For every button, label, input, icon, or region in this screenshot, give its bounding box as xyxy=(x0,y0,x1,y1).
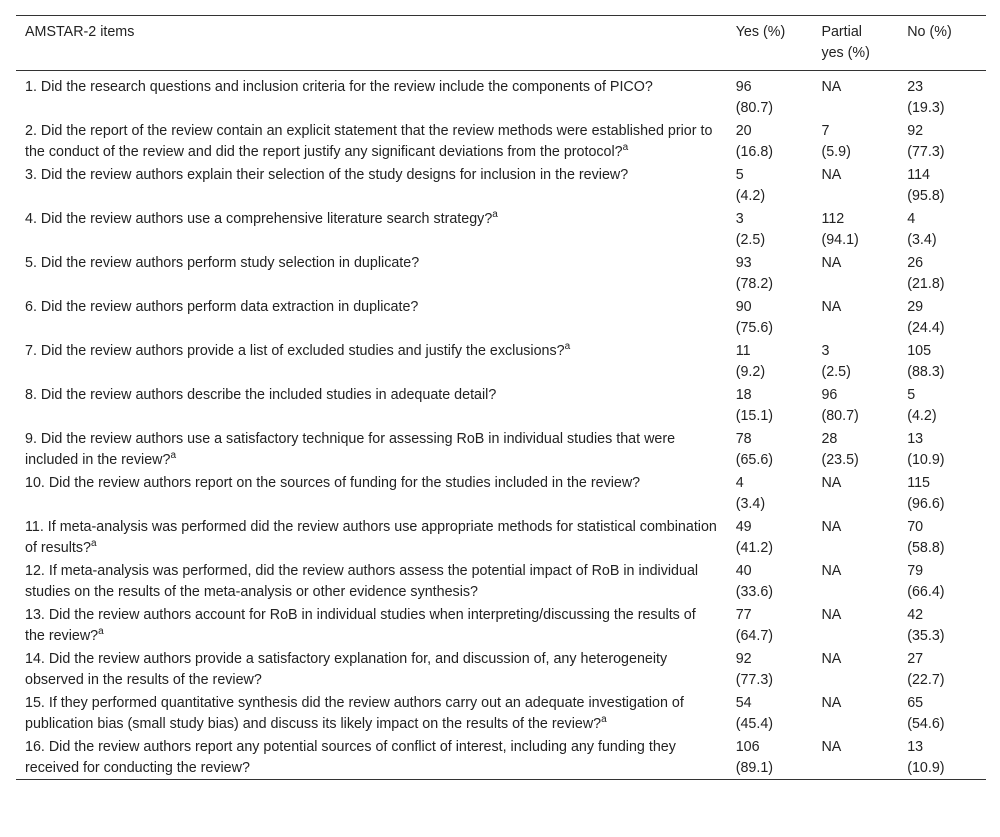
partial-count: NA xyxy=(821,563,842,579)
partial-count: NA xyxy=(821,651,842,667)
item-question-text: 13. Did the review authors account for RoB in individual studies when interpreting/discussing the results of the review? xyxy=(25,607,696,644)
yes-count: 49 xyxy=(735,519,752,535)
item-question xyxy=(16,427,727,471)
yes-percent: (80.7) xyxy=(735,100,774,116)
partial-cell xyxy=(812,119,898,163)
partial-cell xyxy=(812,383,898,427)
partial-count: NA xyxy=(821,519,842,535)
partial-cell xyxy=(812,427,898,471)
item-question-text: 2. Did the report of the review contain an explicit statement that the review methods were established prior to the conduct of the review and did the report justify any significant deviations from the protocol? xyxy=(25,123,713,160)
partial-cell xyxy=(812,603,898,647)
no-cell xyxy=(898,515,986,559)
partial-cell xyxy=(812,207,898,251)
yes-count: 54 xyxy=(735,695,752,711)
partial-count: NA xyxy=(821,607,842,623)
item-question-text: 14. Did the review authors provide a satisfactory explanation for, and discussion of, any heterogeneity observed in the results of the review? xyxy=(25,651,668,688)
yes-cell xyxy=(727,383,813,427)
yes-percent: (64.7) xyxy=(735,628,774,644)
yes-cell xyxy=(727,647,813,691)
no-cell xyxy=(898,295,986,339)
no-count: 13 xyxy=(907,431,924,447)
no-count: 13 xyxy=(907,739,924,755)
table-header-row xyxy=(16,16,986,71)
header-item: AMSTAR-2 items xyxy=(25,24,135,40)
item-question xyxy=(16,691,727,735)
yes-count: 93 xyxy=(735,255,752,271)
yes-cell xyxy=(727,603,813,647)
item-question-text: 5. Did the review authors perform study selection in duplicate? xyxy=(25,255,420,271)
no-percent: (24.4) xyxy=(907,320,945,336)
no-count: 92 xyxy=(907,123,924,139)
no-cell xyxy=(898,119,986,163)
table-row xyxy=(16,735,986,780)
partial-count: NA xyxy=(821,255,842,271)
yes-percent: (78.2) xyxy=(735,276,774,292)
no-count: 65 xyxy=(907,695,924,711)
yes-cell xyxy=(727,471,813,515)
yes-cell xyxy=(727,691,813,735)
footnote-marker: a xyxy=(622,142,629,154)
yes-percent: (65.6) xyxy=(735,452,774,468)
no-count: 70 xyxy=(907,519,924,535)
table-row xyxy=(16,251,986,295)
yes-percent: (41.2) xyxy=(735,540,774,556)
item-question xyxy=(16,471,727,515)
partial-percent: (5.9) xyxy=(821,144,851,160)
header-partial-line1: Partial xyxy=(821,24,862,40)
header-no: No (%) xyxy=(907,24,952,40)
yes-count: 40 xyxy=(735,563,752,579)
no-cell xyxy=(898,339,986,383)
no-count: 5 xyxy=(907,387,916,403)
partial-cell xyxy=(812,559,898,603)
table-row xyxy=(16,427,986,471)
yes-count: 20 xyxy=(735,123,752,139)
partial-count: 7 xyxy=(821,123,830,139)
footnote-marker: a xyxy=(601,714,607,726)
item-question xyxy=(16,119,727,163)
no-count: 4 xyxy=(907,211,916,227)
no-percent: (35.3) xyxy=(907,628,945,644)
yes-cell xyxy=(727,339,813,383)
no-percent: (54.6) xyxy=(907,716,945,732)
yes-count: 92 xyxy=(735,651,752,667)
yes-count: 77 xyxy=(735,607,752,623)
table-row xyxy=(16,515,986,559)
no-cell xyxy=(898,163,986,207)
yes-percent: (4.2) xyxy=(735,188,766,204)
no-percent: (77.3) xyxy=(907,144,945,160)
item-question-text: 6. Did the review authors perform data extraction in duplicate? xyxy=(25,299,419,315)
item-question xyxy=(16,163,727,207)
no-count: 115 xyxy=(907,475,931,491)
partial-count: NA xyxy=(821,739,842,755)
footnote-marker: a xyxy=(90,538,97,550)
item-question xyxy=(16,207,727,251)
item-question-text: 12. If meta-analysis was performed, did the review authors assess the potential impact of RoB in individual studies on the results of the meta-analysis or other evidence synthesis? xyxy=(25,563,699,600)
yes-count: 5 xyxy=(735,167,744,183)
yes-percent: (9.2) xyxy=(735,364,766,380)
item-question xyxy=(16,735,727,780)
yes-cell xyxy=(727,207,813,251)
partial-cell xyxy=(812,735,898,780)
yes-percent: (15.1) xyxy=(735,408,774,424)
item-question xyxy=(16,295,727,339)
yes-cell xyxy=(727,735,813,780)
no-count: 27 xyxy=(907,651,924,667)
partial-cell xyxy=(812,515,898,559)
yes-percent: (75.6) xyxy=(735,320,774,336)
item-question-text: 9. Did the review authors use a satisfactory technique for assessing RoB in individual studies that were included in the review? xyxy=(25,431,676,468)
yes-cell xyxy=(727,71,813,120)
footnote-marker: a xyxy=(170,450,177,462)
table-row xyxy=(16,603,986,647)
table-row xyxy=(16,647,986,691)
item-question-text: 7. Did the review authors provide a list of excluded studies and justify the exclusions? xyxy=(25,343,565,359)
item-question-text: 3. Did the review authors explain their selection of the study designs for inclusion in the review? xyxy=(25,167,629,183)
no-percent: (3.4) xyxy=(907,232,937,248)
partial-count: 28 xyxy=(821,431,838,447)
partial-count: 112 xyxy=(821,211,845,227)
partial-percent: (23.5) xyxy=(821,452,859,468)
yes-percent: (77.3) xyxy=(735,672,774,688)
partial-cell xyxy=(812,691,898,735)
no-percent: (95.8) xyxy=(907,188,945,204)
item-question xyxy=(16,339,727,383)
yes-cell xyxy=(727,427,813,471)
no-count: 42 xyxy=(907,607,924,623)
no-cell xyxy=(898,735,986,780)
yes-count: 106 xyxy=(735,739,760,755)
table-row xyxy=(16,471,986,515)
header-yes: Yes (%) xyxy=(735,24,786,40)
yes-cell xyxy=(727,295,813,339)
no-count: 114 xyxy=(907,167,931,183)
partial-percent: (80.7) xyxy=(821,408,859,424)
yes-percent: (3.4) xyxy=(735,496,766,512)
partial-cell xyxy=(812,647,898,691)
table-row xyxy=(16,207,986,251)
no-cell xyxy=(898,71,986,120)
no-percent: (21.8) xyxy=(907,276,945,292)
yes-count: 90 xyxy=(735,299,752,315)
item-question xyxy=(16,647,727,691)
partial-cell xyxy=(812,163,898,207)
partial-cell xyxy=(812,471,898,515)
partial-count: NA xyxy=(821,299,842,315)
item-question-text: 10. Did the review authors report on the sources of funding for the studies included in the review? xyxy=(25,475,641,491)
partial-count: NA xyxy=(821,79,842,95)
partial-cell xyxy=(812,71,898,120)
table-row xyxy=(16,71,986,120)
item-question-text: 4. Did the review authors use a comprehensive literature search strategy? xyxy=(25,211,493,227)
no-cell xyxy=(898,691,986,735)
no-cell xyxy=(898,471,986,515)
table-body xyxy=(16,71,986,780)
table-row xyxy=(16,119,986,163)
yes-percent: (89.1) xyxy=(735,760,774,776)
header-partial xyxy=(812,16,898,71)
item-question xyxy=(16,603,727,647)
table-row xyxy=(16,559,986,603)
no-count: 26 xyxy=(907,255,924,271)
no-percent: (10.9) xyxy=(907,760,945,776)
yes-cell xyxy=(727,515,813,559)
header-partial-line2: yes (%) xyxy=(821,45,870,61)
yes-cell xyxy=(727,559,813,603)
no-percent: (58.8) xyxy=(907,540,945,556)
partial-count: 3 xyxy=(821,343,830,359)
no-percent: (19.3) xyxy=(907,100,945,116)
item-question xyxy=(16,559,727,603)
partial-count: NA xyxy=(821,475,842,491)
item-question xyxy=(16,383,727,427)
item-question xyxy=(16,251,727,295)
no-percent: (88.3) xyxy=(907,364,945,380)
item-question-text: 16. Did the review authors report any potential sources of conflict of interest, including any funding they received for conducting the review? xyxy=(25,739,676,776)
no-count: 79 xyxy=(907,563,924,579)
yes-count: 11 xyxy=(735,343,751,359)
yes-percent: (45.4) xyxy=(735,716,774,732)
item-question xyxy=(16,71,727,120)
no-percent: (4.2) xyxy=(907,408,937,424)
no-cell xyxy=(898,251,986,295)
partial-count: NA xyxy=(821,167,842,183)
yes-cell xyxy=(727,163,813,207)
no-percent: (10.9) xyxy=(907,452,945,468)
yes-cell xyxy=(727,251,813,295)
partial-count: 96 xyxy=(821,387,838,403)
partial-percent: (2.5) xyxy=(821,364,851,380)
item-question xyxy=(16,515,727,559)
yes-percent: (33.6) xyxy=(735,584,774,600)
partial-percent: (94.1) xyxy=(821,232,859,248)
no-cell xyxy=(898,603,986,647)
yes-count: 4 xyxy=(735,475,744,491)
footnote-marker: a xyxy=(492,209,498,221)
item-question-text: 15. If they performed quantitative synthesis did the review authors carry out an adequate investigation of publication bias (small study bias) and discuss its likely impact on the results of the review? xyxy=(25,695,684,732)
no-count: 105 xyxy=(907,343,932,359)
no-percent: (22.7) xyxy=(907,672,945,688)
partial-cell xyxy=(812,251,898,295)
no-cell xyxy=(898,427,986,471)
no-cell xyxy=(898,383,986,427)
yes-count: 78 xyxy=(735,431,752,447)
table-row xyxy=(16,339,986,383)
no-count: 29 xyxy=(907,299,924,315)
partial-cell xyxy=(812,339,898,383)
item-question-text: 11. If meta-analysis was performed did the review authors use appropriate methods for statistical combination of results? xyxy=(25,519,717,556)
table-row xyxy=(16,691,986,735)
yes-percent: (16.8) xyxy=(735,144,774,160)
footnote-marker: a xyxy=(98,626,104,638)
yes-count: 96 xyxy=(735,79,752,95)
partial-cell xyxy=(812,295,898,339)
table-row xyxy=(16,383,986,427)
table-row xyxy=(16,295,986,339)
yes-percent: (2.5) xyxy=(735,232,766,248)
no-count: 23 xyxy=(907,79,924,95)
item-question-text: 8. Did the review authors describe the included studies in adequate detail? xyxy=(25,387,497,403)
yes-count: 18 xyxy=(735,387,752,403)
yes-cell xyxy=(727,119,813,163)
table-row xyxy=(16,163,986,207)
no-cell xyxy=(898,647,986,691)
footnote-marker: a xyxy=(564,341,571,353)
yes-count: 3 xyxy=(735,211,744,227)
partial-count: NA xyxy=(821,695,842,711)
item-question-text: 1. Did the research questions and inclusion criteria for the review include the components of PICO? xyxy=(25,79,653,95)
no-percent: (96.6) xyxy=(907,496,945,512)
amstar2-results-table xyxy=(16,15,986,780)
no-cell xyxy=(898,559,986,603)
no-percent: (66.4) xyxy=(907,584,945,600)
no-cell xyxy=(898,207,986,251)
